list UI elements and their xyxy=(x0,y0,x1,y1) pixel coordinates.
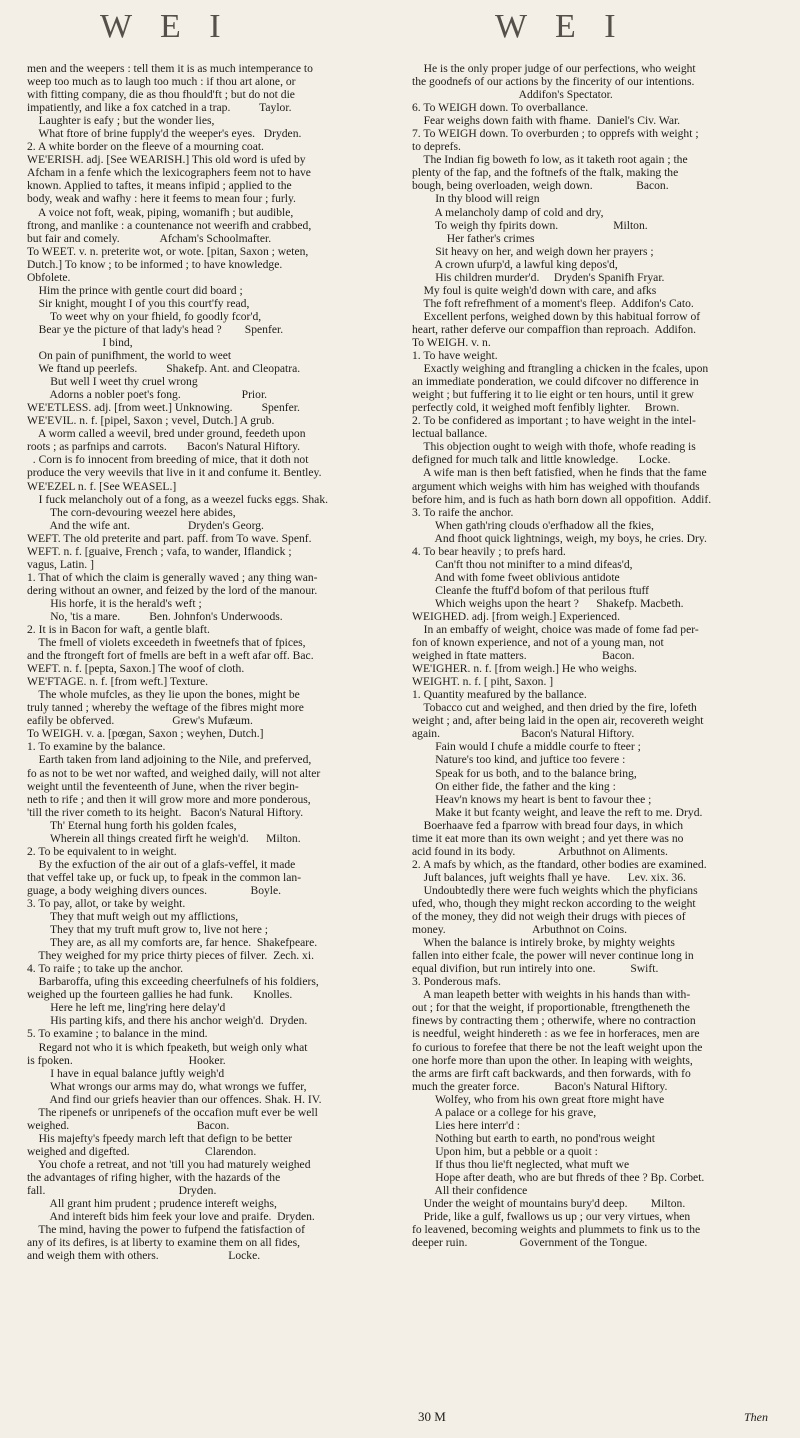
text-line: guage, a body weighing divers ounces. Boyle. xyxy=(27,883,282,897)
text-line: is needful, weight hindereth : as we fee in horferaces, men are xyxy=(412,1027,700,1041)
text-line: And find our griefs heavier than our offences. Shak. H. IV. xyxy=(27,1092,322,1106)
text-line: Exactly weighing and ftrangling a chicken in the fcales, upon xyxy=(412,362,709,376)
text-line: out ; for that the weight, if proportionable, ftrengtheneth the xyxy=(412,1001,690,1015)
text-line: Him the prince with gentle court did board ; xyxy=(27,283,243,297)
text-line: 3. Ponderous mafs. xyxy=(412,975,501,989)
text-line: 1. To have weight. xyxy=(412,349,498,363)
text-line: weight ; and, after being laid in the open air, recovereth weight xyxy=(412,714,704,728)
text-line: bough, being overloaden, weigh down. Bacon. xyxy=(412,179,669,193)
text-line: The foft refrefhment of a moment's fleep. Addifon's Cato. xyxy=(412,296,694,310)
text-line: What wrongs our arms may do, what wrongs we fuffer, xyxy=(27,1079,307,1093)
text-line: Nature's too kind, and juftice too fevere : xyxy=(412,753,626,767)
text-line: lectual ballance. xyxy=(412,427,488,441)
text-line: The mind, having the power to fufpend the fatisfaction of xyxy=(27,1223,305,1237)
text-line: an immediate ponderation, we could difcover no difference in xyxy=(412,375,699,389)
text-line: is fpoken. Hooker. xyxy=(27,1053,226,1067)
text-line: But well I weet thy cruel wrong xyxy=(27,375,198,389)
text-line: and the ftrongeft fort of fmells are beft in a weft afar off. Bac. xyxy=(27,649,314,663)
text-line: 2. It is in Bacon for waft, a gentle blaft. xyxy=(27,623,210,637)
text-line: much the greater force. Bacon's Natural Hiftory. xyxy=(412,1079,668,1093)
text-line: WE'FTAGE. n. f. [from weft.] Texture. xyxy=(27,675,209,689)
text-line: weep too much as to laugh too much : if thou art alone, or xyxy=(27,75,296,89)
text-line: known. Applied to taftes, it means infipid ; applied to the xyxy=(27,179,292,193)
text-line: If thus thou lie'ft neglected, what muft we xyxy=(412,1157,630,1171)
text-line: They weighed for my price thirty pieces of filver. Zech. xi. xyxy=(27,949,314,963)
text-line: WEFT. n. f. [guaive, French ; vafa, to wander, Iflandick ; xyxy=(27,544,292,558)
text-line: 3. To raife the anchor. xyxy=(412,505,514,519)
text-line: neth to rife ; and then it will grow more and more ponderous, xyxy=(27,792,311,806)
text-line: By the exfuction of the air out of a glafs-veffel, it made xyxy=(27,857,296,871)
text-line: WE'IGHER. n. f. [from weigh.] He who weighs. xyxy=(412,662,637,676)
text-line: fo curious to forefee that there be not the leaft weight upon the xyxy=(412,1040,703,1054)
text-line: weighed up the fourteen gallies he had funk. Knolles. xyxy=(27,988,293,1002)
catchword: Then xyxy=(744,1410,768,1424)
text-line: His majefty's fpeedy march left that defign to be better xyxy=(27,1131,293,1145)
text-line: money. Arbuthnot on Coins. xyxy=(412,923,628,937)
text-line: WEIGHED. adj. [from weigh.] Experienced. xyxy=(412,609,620,623)
text-line: The whole mufcles, as they lie upon the bones, might be xyxy=(27,688,300,702)
text-line: The ripenefs or unripenefs of the occafion muft ever be well xyxy=(27,1105,318,1119)
text-line: Under the weight of mountains bury'd deep. Milton. xyxy=(412,1197,686,1211)
text-line: Adorns a nobler poet's fong. Prior. xyxy=(27,388,268,402)
text-line: All grant him prudent ; prudence intereft weighs, xyxy=(27,1197,277,1211)
text-line: You chofe a retreat, and not 'till you had maturely weighed xyxy=(27,1157,311,1171)
text-line: fall. Dryden. xyxy=(27,1184,217,1198)
text-line: A man leapeth better with weights in his hands than with- xyxy=(412,988,691,1002)
text-line: men and the weepers : tell them it is as much intemperance to xyxy=(27,62,313,75)
text-line: Cleanfe the ftuff'd bofom of that perilous ftuff xyxy=(412,583,650,597)
text-line: Juft balances, juft weights fhall ye have. Lev. xix. 36. xyxy=(412,870,686,884)
text-line: the advantages of rifing higher, with the hazards of the xyxy=(27,1170,281,1184)
text-line: deeper ruin. Government of the Tongue. xyxy=(412,1236,648,1250)
text-line: WE'ERISH. adj. [See WEARISH.] This old word is ufed by xyxy=(27,153,306,167)
text-line: Nothing but earth to earth, no pond'rous weight xyxy=(412,1131,655,1145)
text-line: A melancholy damp of cold and dry, xyxy=(412,205,604,219)
text-line: 2. To be equivalent to in weight. xyxy=(27,844,177,858)
text-line: Addifon's Spectator. xyxy=(412,88,613,102)
text-line: eafily be obferved. Grew's Mufæum. xyxy=(27,714,253,728)
text-line: 2. A mafs by which, as the ftandard, other bodies are examined. xyxy=(412,857,707,871)
text-line: They that my truft muft grow to, live not here ; xyxy=(27,923,268,937)
text-line: 5. To examine ; to balance in the mind. xyxy=(27,1027,208,1041)
text-line: time it eat more than its own weight ; and yet there was no xyxy=(412,831,684,845)
text-line: Lies here interr'd : xyxy=(412,1118,521,1132)
text-line: WEFT. n. f. [pepta, Saxon.] The woof of cloth. xyxy=(27,662,245,676)
text-line: A wife man is then beft fatisfied, when he finds that the fame xyxy=(412,466,707,480)
text-line: Here he left me, ling'ring here delay'd xyxy=(27,1001,226,1015)
text-line: ftrong, and manlike : a countenance not weerifh and crabbed, xyxy=(27,218,312,232)
text-line: weighed. Bacon. xyxy=(27,1118,230,1132)
text-line: WE'ETLESS. adj. [from weet.] Unknowing. Spenfer. xyxy=(27,401,300,415)
text-line: the arms are firft caft backwards, and then forwards, with fo xyxy=(412,1066,691,1080)
text-line: 6. To WEIGH down. To overballance. xyxy=(412,101,589,115)
text-line: No, 'tis a mare. Ben. Johnfon's Underwoods. xyxy=(27,609,283,623)
text-line: His children murder'd. Dryden's Spanifh Fryar. xyxy=(412,270,665,284)
text-line: argument which weighs with him has weighed with thoufands xyxy=(412,479,700,493)
text-line: weight until the feventeenth of June, when the river begin- xyxy=(27,779,299,793)
signature-mark: 30 M xyxy=(418,1409,446,1424)
text-line: Can'ft thou not minifter to a mind difeas'd, xyxy=(412,557,633,571)
text-line: truly tanned ; whereby the weftage of the fibres might more xyxy=(27,701,304,715)
text-line: perfectly cold, it weighed moft fenfibly lighter. Brown. xyxy=(412,401,680,415)
text-line: In thy blood will reign xyxy=(412,192,540,206)
text-line: Obfolete. xyxy=(27,270,71,284)
text-line: Afcham in a fenfe which the lexicographers feem not to have xyxy=(27,166,311,180)
text-line: weighed and digefted. Clarendon. xyxy=(27,1144,257,1158)
text-line: I fuck melancholy out of a fong, as a weezel fucks eggs. Shak. xyxy=(27,492,329,506)
text-line: Upon him, but a pebble or a quoit : xyxy=(412,1144,598,1158)
text-line: ufed, who, though they might reckon according to the weight xyxy=(412,897,696,910)
text-line: Excellent perfons, weighed down by this habitual forrow of xyxy=(412,309,701,323)
text-line: We ftand up peerlefs. Shakefp. Ant. and Cleopatra. xyxy=(27,362,301,376)
text-line: that veffel take up, or fuck up, to fpeak in the common lan- xyxy=(27,870,302,884)
text-line: Bear ye the picture of that lady's head ? Spenfer. xyxy=(27,322,284,336)
text-line: 2. To be confidered as important ; to have weight in the intel- xyxy=(412,414,696,428)
text-line: Fain would I chufe a middle courfe to fteer ; xyxy=(412,740,641,754)
text-line: plenty of the fap, and the foftnefs of the ftalk, making the xyxy=(412,166,679,180)
text-line: Tobacco cut and weighed, and then dried by the fire, lofeth xyxy=(412,701,697,715)
text-line: 4. To bear heavily ; to prefs hard. xyxy=(412,544,566,558)
text-line: Barbaroffa, ufing this exceeding cheerfulnefs of his foldiers, xyxy=(27,975,319,989)
text-line: They are, as all my comforts are, far hence. Shakefpeare. xyxy=(27,936,318,950)
text-line: and weigh them with others. Locke. xyxy=(27,1249,261,1263)
text-line: 1. That of which the claim is generally waved ; any thing wan- xyxy=(27,570,318,584)
text-line: The fmell of violets exceedeth in fweetnefs that of fpices, xyxy=(27,636,306,650)
text-line: WEIGHT. n. f. [ piht, Saxon. ] xyxy=(412,675,554,689)
text-line: but fair and comely. Afcham's Schoolmafter. xyxy=(27,231,272,245)
text-line: weight ; but fuffering it to lie eight or ten hours, until it grew xyxy=(412,388,694,402)
text-line: Boerhaave fed a fparrow with bread four days, in which xyxy=(412,818,684,832)
text-line: to deprefs. xyxy=(412,140,461,154)
text-line: A palace or a college for his grave, xyxy=(412,1105,597,1119)
text-line: Make it but fcanty weight, and leave the reft to me. Dryd. xyxy=(412,805,703,819)
text-line: finews by contracting them ; otherwife, where no contraction xyxy=(412,1014,696,1028)
text-line: fo as not to be wet nor wafted, and weighed daily, will not alter xyxy=(27,766,321,780)
left-column xyxy=(27,62,389,1262)
text-line: defigned for much talk and little knowledge. Locke. xyxy=(412,453,671,467)
text-line: On either fide, the father and the king : xyxy=(412,779,616,793)
running-head-left: W E I xyxy=(100,8,231,45)
text-line: Wherein all things created firft he weigh'd. Milton. xyxy=(27,831,301,845)
text-line: 'till the river cometh to its height. Bacon's Natural Hiftory. xyxy=(27,805,304,819)
text-line: To WEET. v. n. preterite wot, or wote. [pitan, Saxon ; weten, xyxy=(27,244,309,258)
running-head-right: W E I xyxy=(495,8,626,45)
text-line: the goodnefs of our actions by the fincerity of our intentions. xyxy=(412,75,695,89)
text-line: My foul is quite weigh'd down with care, and afks xyxy=(412,283,657,297)
text-line: Sir knight, mought I of you this court'fy read, xyxy=(27,296,250,310)
text-line: Heav'n knows my heart is bent to favour thee ; xyxy=(412,792,652,806)
text-line: And the wife ant. Dryden's Georg. xyxy=(27,518,264,532)
text-line: On pain of punifhment, the world to weet xyxy=(27,349,232,363)
running-head xyxy=(0,8,800,68)
text-line: When gath'ring clouds o'erfhadow all the fkies, xyxy=(412,518,654,532)
text-line: WEFT. The old preterite and part. paff. from To wave. Spenf. xyxy=(27,531,312,545)
text-line: His parting kifs, and there his anchor weigh'd. Dryden. xyxy=(27,1014,308,1028)
text-line: Sit heavy on her, and weigh down her prayers ; xyxy=(412,244,654,258)
text-line: fallen into either fcale, the power will never continue long in xyxy=(412,949,694,963)
text-line: And with fome fweet oblivious antidote xyxy=(412,570,620,584)
right-column xyxy=(412,62,774,1249)
text-line: Undoubtedly there were fuch weights which the phyficians xyxy=(412,883,698,897)
text-line: 4. To raife ; to take up the anchor. xyxy=(27,962,184,976)
text-line: body, weak and wafhy : here it feems to mean four ; furly. xyxy=(27,192,296,206)
text-line: Earth taken from land adjoining to the Nile, and preferved, xyxy=(27,753,312,767)
text-line: weighed in ftate matters. Bacon. xyxy=(412,649,635,663)
text-line: 7. To WEIGH down. To overburden ; to opprefs with weight ; xyxy=(412,127,699,141)
text-line: Her father's crimes xyxy=(412,231,535,245)
text-line: fon of known experience, and not of a young man, not xyxy=(412,636,664,650)
text-line: dering without an owner, and feized by the lord of the manour. xyxy=(27,583,318,597)
text-line: In an embaffy of weight, choice was made of fome fad per- xyxy=(412,623,699,637)
text-line: And fhoot quick lightnings, weigh, my boys, he cries. Dry. xyxy=(412,531,707,545)
text-line: WE'EZEL n. f. [See WEASEL.] xyxy=(27,479,177,493)
text-line: any of its defires, is at liberty to examine them on all fides, xyxy=(27,1236,301,1250)
text-line: A voice not foft, weak, piping, womanifh ; but audible, xyxy=(27,205,294,219)
text-line: one horfe more than upon the other. In leaping with weights, xyxy=(412,1053,693,1067)
text-line: He is the only proper judge of our perfections, who weight xyxy=(412,62,696,75)
text-line: impatiently, and like a fox catched in a trap. Taylor. xyxy=(27,101,292,115)
text-line: His horfe, it is the herald's weft ; xyxy=(27,596,202,610)
text-line: Speak for us both, and to the balance bring, xyxy=(412,766,637,780)
text-line: equal divifion, but run intirely into one. Swift. xyxy=(412,962,659,976)
text-line: Which weighs upon the heart ? Shakefp. Macbeth. xyxy=(412,596,684,610)
text-line: with fitting company, die as thou fhould'ft ; but do not die xyxy=(27,88,295,102)
text-line: Dutch.] To know ; to be informed ; to have knowledge. xyxy=(27,257,283,271)
text-line: What ftore of brine fupply'd the weeper's eyes. Dryden. xyxy=(27,127,302,141)
text-line: again. Bacon's Natural Hiftory. xyxy=(412,727,635,741)
text-line: I have in equal balance juftly weigh'd xyxy=(27,1066,225,1080)
text-line: 1. To examine by the balance. xyxy=(27,740,166,754)
text-line: To WEIGH. v. a. [pœgan, Saxon ; weyhen, Dutch.] xyxy=(27,727,264,741)
text-line: A worm called a weevil, bred under ground, feedeth upon xyxy=(27,427,306,441)
text-line: vagus, Latin. ] xyxy=(27,557,94,571)
text-line: Laughter is eafy ; but the wonder lies, xyxy=(27,114,215,128)
text-line: I bind, xyxy=(27,335,133,349)
text-line: fo leavened, becoming weights and plummets to fink us to the xyxy=(412,1223,701,1237)
text-line: They that muft weigh out my afflictions, xyxy=(27,910,239,924)
text-line: roots ; as parfnips and carrots. Bacon's Natural Hiftory. xyxy=(27,440,301,454)
text-line: All their confidence xyxy=(412,1184,528,1198)
text-line: When the balance is intirely broke, by mighty weights xyxy=(412,936,675,950)
text-line: And intereft bids him feek your love and praife. Dryden. xyxy=(27,1210,315,1224)
text-line: Fear weighs down faith with fhame. Daniel's Civ. War. xyxy=(412,114,681,128)
text-line: Wolfey, who from his own great ftore might have xyxy=(412,1092,665,1106)
text-line: before him, and is fuch as hath born down all oppofition. Addif. xyxy=(412,492,712,506)
text-line: 3. To pay, allot, or take by weight. xyxy=(27,897,186,910)
text-line: Hope after death, who are but fhreds of thee ? Bp. Corbet. xyxy=(412,1170,705,1184)
text-line: . Corn is fo innocent from breeding of mice, that it doth not xyxy=(27,453,309,467)
text-line: To weigh thy fpirits down. Milton. xyxy=(412,218,648,232)
text-line: A crown ufurp'd, a lawful king depos'd, xyxy=(412,257,618,271)
text-line: heart, rather deferve our compaffion than reproach. Addifon. xyxy=(412,322,697,336)
text-line: of the money, they did not weigh their drugs with pieces of xyxy=(412,910,686,924)
text-line: produce the very weevils that live in it and confume it. Bentley. xyxy=(27,466,322,480)
text-line: The Indian fig boweth fo low, as it taketh root again ; the xyxy=(412,153,688,167)
text-line: This objection ought to weigh with thofe, whofe reading is xyxy=(412,440,696,454)
text-line: Th' Eternal hung forth his golden fcales, xyxy=(27,818,237,832)
text-line: 1. Quantity meafured by the ballance. xyxy=(412,688,587,702)
text-line: acid found in its body. Arbuthnot on Aliments. xyxy=(412,844,668,858)
text-line: To weet why on your fhield, fo goodly fcor'd, xyxy=(27,309,262,323)
text-line: 2. A white border on the fleeve of a mourning coat. xyxy=(27,140,264,154)
text-line: Regard not who it is which fpeaketh, but weigh only what xyxy=(27,1040,308,1054)
text-line: WE'EVIL. n. f. [pipel, Saxon ; vevel, Dutch.] A grub. xyxy=(27,414,275,428)
text-line: The corn-devouring weezel here abides, xyxy=(27,505,236,519)
text-line: Pride, like a gulf, fwallows us up ; our very virtues, when xyxy=(412,1210,691,1224)
text-line: To WEIGH. v. n. xyxy=(412,335,491,349)
